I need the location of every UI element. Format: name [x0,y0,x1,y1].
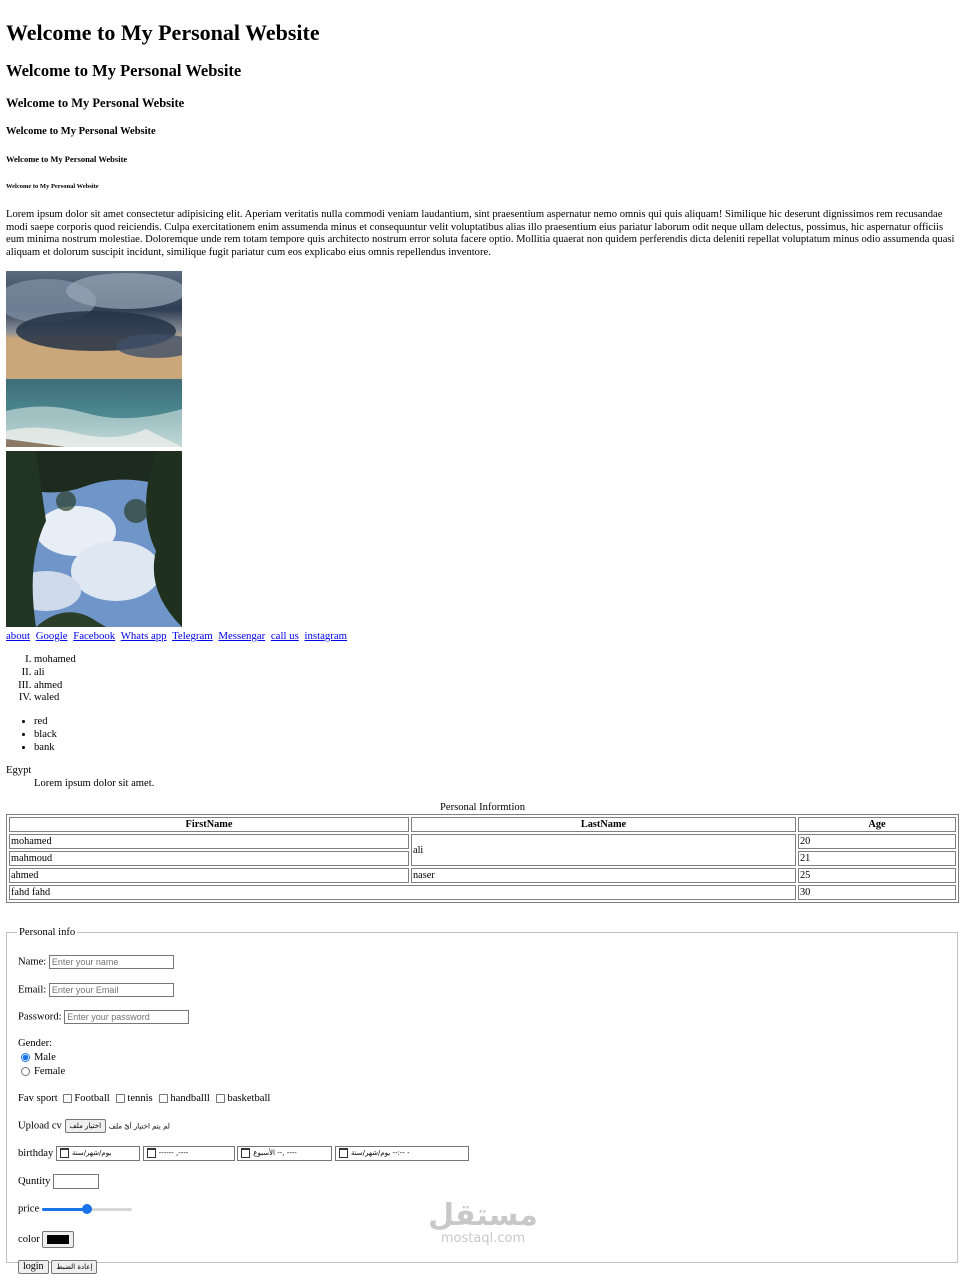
checkbox-basketball[interactable] [216,1094,225,1103]
gender-male-label: Male [34,1052,56,1063]
color-row [18,1231,74,1248]
sea-clouds-image [6,271,182,447]
list-item: IV. waled [34,692,76,705]
football-label: Football [74,1093,110,1104]
password-row [18,1010,189,1024]
gender-female-option[interactable] [21,1066,65,1077]
watermark-arabic: مستقل [428,1198,538,1233]
table-row [9,885,956,900]
date-input[interactable]: يوم/شهر/سنة [56,1146,140,1161]
description-term: Egypt [6,765,32,776]
list-item: • red [34,716,57,729]
header-firstname: FirstName [9,817,409,832]
table-cell: fahd fahd [9,885,796,900]
list-item: II. ali [34,667,76,680]
email-label: Email: [18,984,47,996]
personal-info-table [6,814,959,903]
calendar-icon [147,1148,156,1158]
table-header-row [9,817,956,832]
price-label: price [18,1203,40,1215]
table-cell: 20 [798,834,956,849]
color-label: color [18,1233,40,1245]
week-input[interactable]: الأسبوع --, ---- [237,1146,332,1161]
heading-6: Welcome to My Personal Website [6,183,99,190]
link-messenger[interactable]: Messengar [218,630,266,642]
personal-info-table-wrapper [6,801,959,903]
list-item: III. ahmed [34,680,76,693]
gender-male-option[interactable] [21,1052,56,1063]
upload-status: لم يتم اختيار أيّ ملف [108,1122,170,1131]
link-about[interactable]: about [6,630,30,642]
mostaql-watermark [423,1200,543,1246]
datetime-input[interactable]: يوم/شهر/سنة --:-- - [335,1146,469,1161]
link-call-us[interactable]: call us [270,630,299,642]
checkbox-handball[interactable] [159,1094,168,1103]
choose-file-button[interactable]: اختيار ملف [65,1119,107,1133]
email-row [18,983,174,997]
list-item: • black [34,729,57,742]
heading-5: Welcome to My Personal Website [6,154,128,164]
table-cell: ahmed [9,868,409,883]
description-list [6,765,154,791]
checkbox-football[interactable] [63,1094,72,1103]
list-item: • bank [34,742,57,755]
link-whatsapp[interactable]: Whats app [120,630,167,642]
link-telegram[interactable]: Telegram [172,630,213,642]
lorem-paragraph: Lorem ipsum dolor sit amet consectetur adipisicing elit. Aperiam veritatis nulla commodi veniam laudantium, sint praesentium aspernatur nemo omnis qui quis aliquam! Similique hic deserunt dignissimos rem recusandae modi saepe corporis quod reiciendis. Culpa exercitationem enim assumenda minus et consequuntur velit voluptatibus alias illo praesentium eius pariatur laborum odit neque ullam delectus, possimus, hic aspernatur officiis eum minima nostrum molestiae. Doloremque unde rem totam tempore quis architecto nostrum error soluta facere optio. Mollitia quaerat non quidem perferendis dicta deleniti repellat voluptatum minus odio assumenda quasi aliquam et dolorum suscipit incidunt, similique fugit pariatur cum eos explicabo eius omnis repellendus inventore. [6,209,955,258]
gender-female-label: Female [34,1066,66,1077]
link-instagram[interactable]: instagram [304,630,348,642]
email-input[interactable] [49,983,174,997]
table-row [9,868,956,883]
quantity-label: Quntity [18,1175,51,1187]
handball-label: handballl [170,1093,210,1104]
colors-unordered-list [6,716,57,754]
table-cell: ali [411,834,796,866]
password-input[interactable] [64,1010,189,1024]
heading-1: Welcome to My Personal Website [6,20,320,45]
birthday-label: birthday [18,1147,54,1159]
table-cell: mahmoud [9,851,409,866]
color-picker[interactable] [42,1231,74,1248]
calendar-icon [339,1148,348,1158]
name-row [18,955,174,969]
heading-4: Welcome to My Personal Website [6,126,156,137]
radio-male[interactable] [21,1053,30,1062]
tennis-label: tennis [127,1093,153,1104]
basketball-label: basketball [227,1093,271,1104]
table-cell: mohamed [9,834,409,849]
table-row [9,834,956,849]
upload-label: Upload cv [18,1120,62,1132]
list-item: I. mohamed [34,654,76,667]
nav-links [6,630,350,642]
header-lastname: LastName [411,817,796,832]
name-input[interactable] [49,955,174,969]
price-slider[interactable] [42,1203,132,1215]
upload-row [18,1119,170,1133]
slider-thumb[interactable] [82,1204,92,1214]
table-cell: 25 [798,868,956,883]
buttons-row [18,1260,97,1274]
color-swatch [47,1235,69,1244]
table-caption: Personal Informtion [439,802,526,813]
month-input[interactable]: ------ ,---- [143,1146,235,1161]
sport-label: Fav sport [18,1093,58,1104]
login-button[interactable]: login [18,1260,49,1274]
fieldset-legend: Personal info [19,927,76,938]
link-google[interactable]: Google [35,630,68,642]
trees-sky-image [6,451,182,627]
description-definition: Lorem ipsum dolor sit amet. [34,777,155,789]
heading-3: Welcome to My Personal Website [6,96,185,110]
quantity-row [18,1174,99,1189]
name-label: Name: [18,956,47,968]
table-cell: naser [411,868,796,883]
gender-label: Gender: [18,1038,53,1049]
table-cell: 21 [798,851,956,866]
heading-2: Welcome to My Personal Website [6,61,242,80]
names-ordered-list [6,654,76,705]
radio-female[interactable] [21,1067,30,1076]
calendar-icon [60,1148,69,1158]
table-cell: 30 [798,885,956,900]
slider-fill [42,1208,87,1211]
link-facebook[interactable]: Facebook [73,630,116,642]
watermark-latin: mostaql.com [440,1231,526,1246]
birthday-row [18,1146,469,1161]
password-label: Password: [18,1011,62,1023]
reset-button[interactable]: إعادة الضبط [51,1260,97,1274]
header-age: Age [798,817,956,832]
calendar-icon [241,1148,250,1158]
quantity-input[interactable] [53,1174,99,1189]
sport-row [18,1093,270,1104]
price-row [18,1203,132,1215]
checkbox-tennis[interactable] [116,1094,125,1103]
